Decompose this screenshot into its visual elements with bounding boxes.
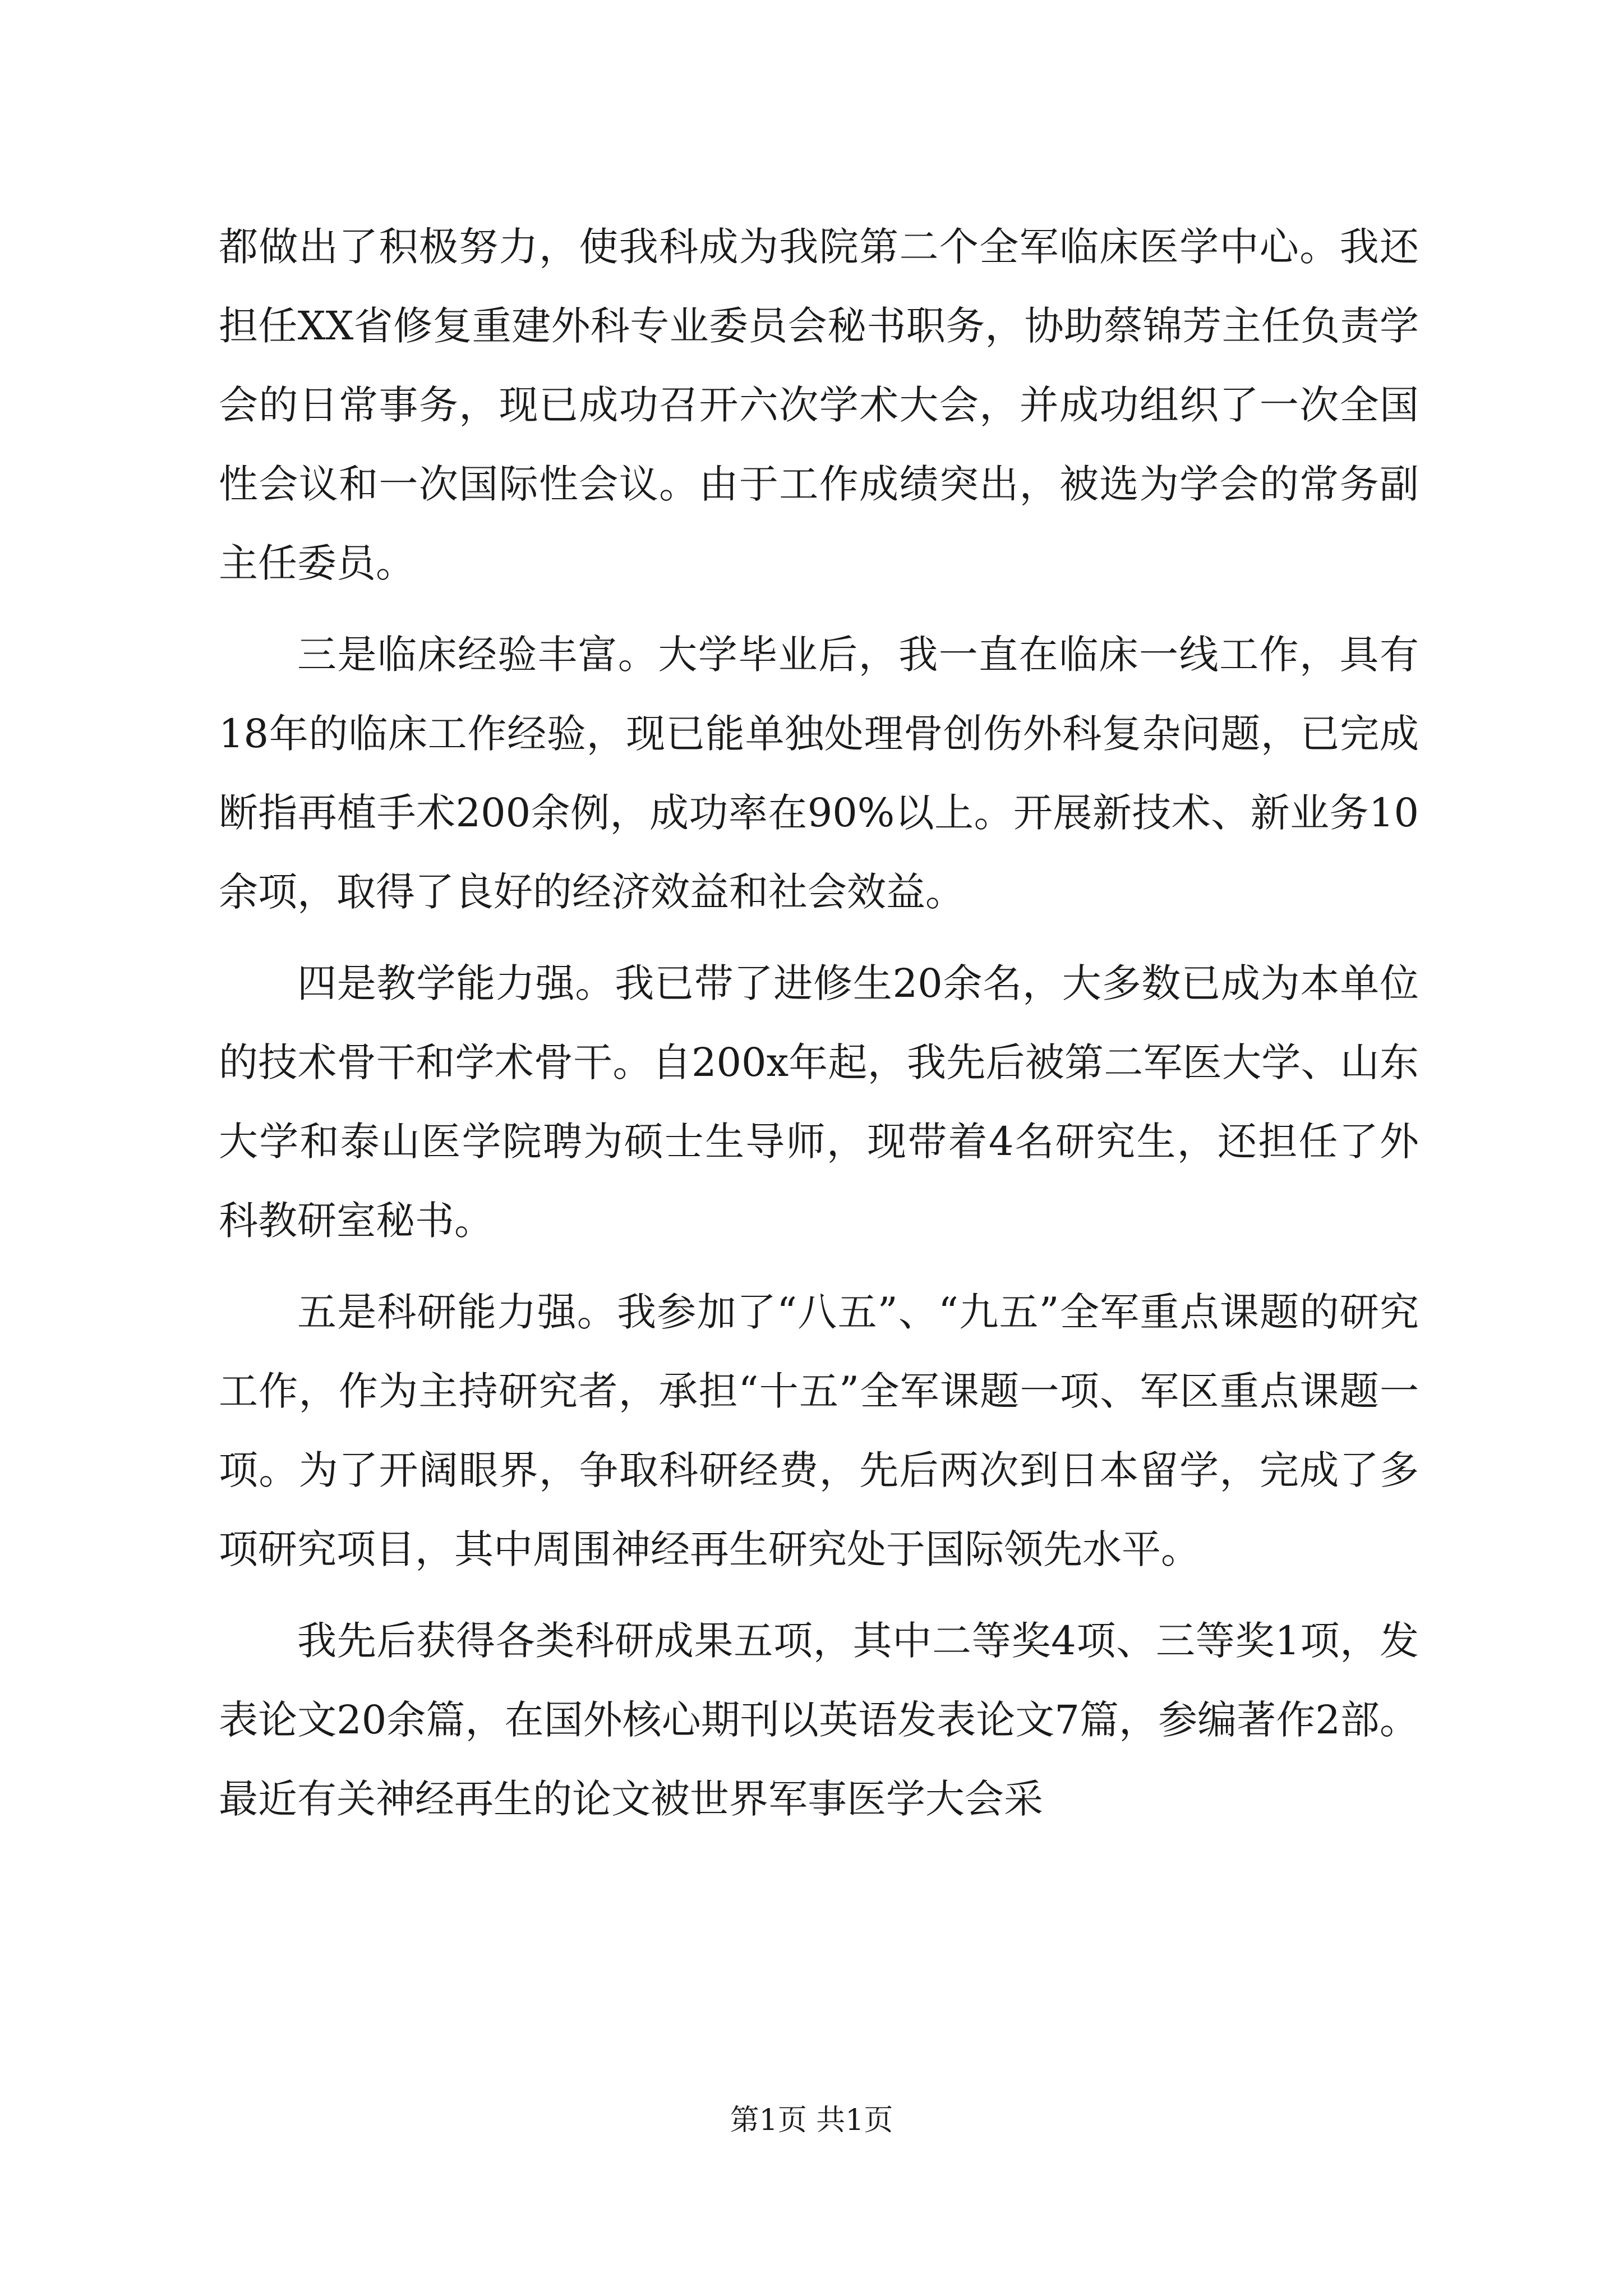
page-number-label: 第1页 共1页 [730,2104,893,2137]
paragraph-clinical-experience: 三是临床经验丰富。大学毕业后，我一直在临床一线工作，具有18年的临床工作经验，现已能单独处理骨创伤外科复杂问题，已完成断指再植手术200余例，成功率在90%以上。开展新技术、新业务10余项，取得了良好的经济效益和社会效益。 [219,632,1419,915]
paragraph-research-ability: 五是科研能力强。我参加了“八五”、“九五”全军重点课题的研究工作，作为主持研究者，承担“十五”全军课题一项、军区重点课题一项。为了开阔眼界，争取科研经费，先后两次到日本留学，完成了多项研究项目，其中周围神经再生研究处于国际领先水平。 [219,1289,1419,1572]
page-footer [0,2101,1623,2140]
paragraph-research-achievements: 我先后获得各类科研成果五项，其中二等奖4项、三等奖1项，发表论文20余篇，在国外核心期刊以英语发表论文7篇，参编著作2部。最近有关神经再生的论文被世界军事医学大会采 [219,1618,1419,1822]
document-body [219,208,1419,1851]
paragraph-teaching-ability: 四是教学能力强。我已带了进修生20余名，大多数已成为本单位的技术骨干和学术骨干。自200x年起，我先后被第二军医大学、山东大学和泰山医学院聘为硕士生导师，现带着4名研究生，还担任了外科教研室秘书。 [219,960,1419,1244]
paragraph-continuation: 都做出了积极努力，使我科成为我院第二个全军临床医学中心。我还担任XX省修复重建外科专业委员会秘书职务，协助蔡锦芳主任负责学会的日常事务，现已成功召开六次学术大会，并成功组织了一次全国性会议和一次国际性会议。由于工作成绩突出，被选为学会的常务副主任委员。 [219,224,1419,586]
